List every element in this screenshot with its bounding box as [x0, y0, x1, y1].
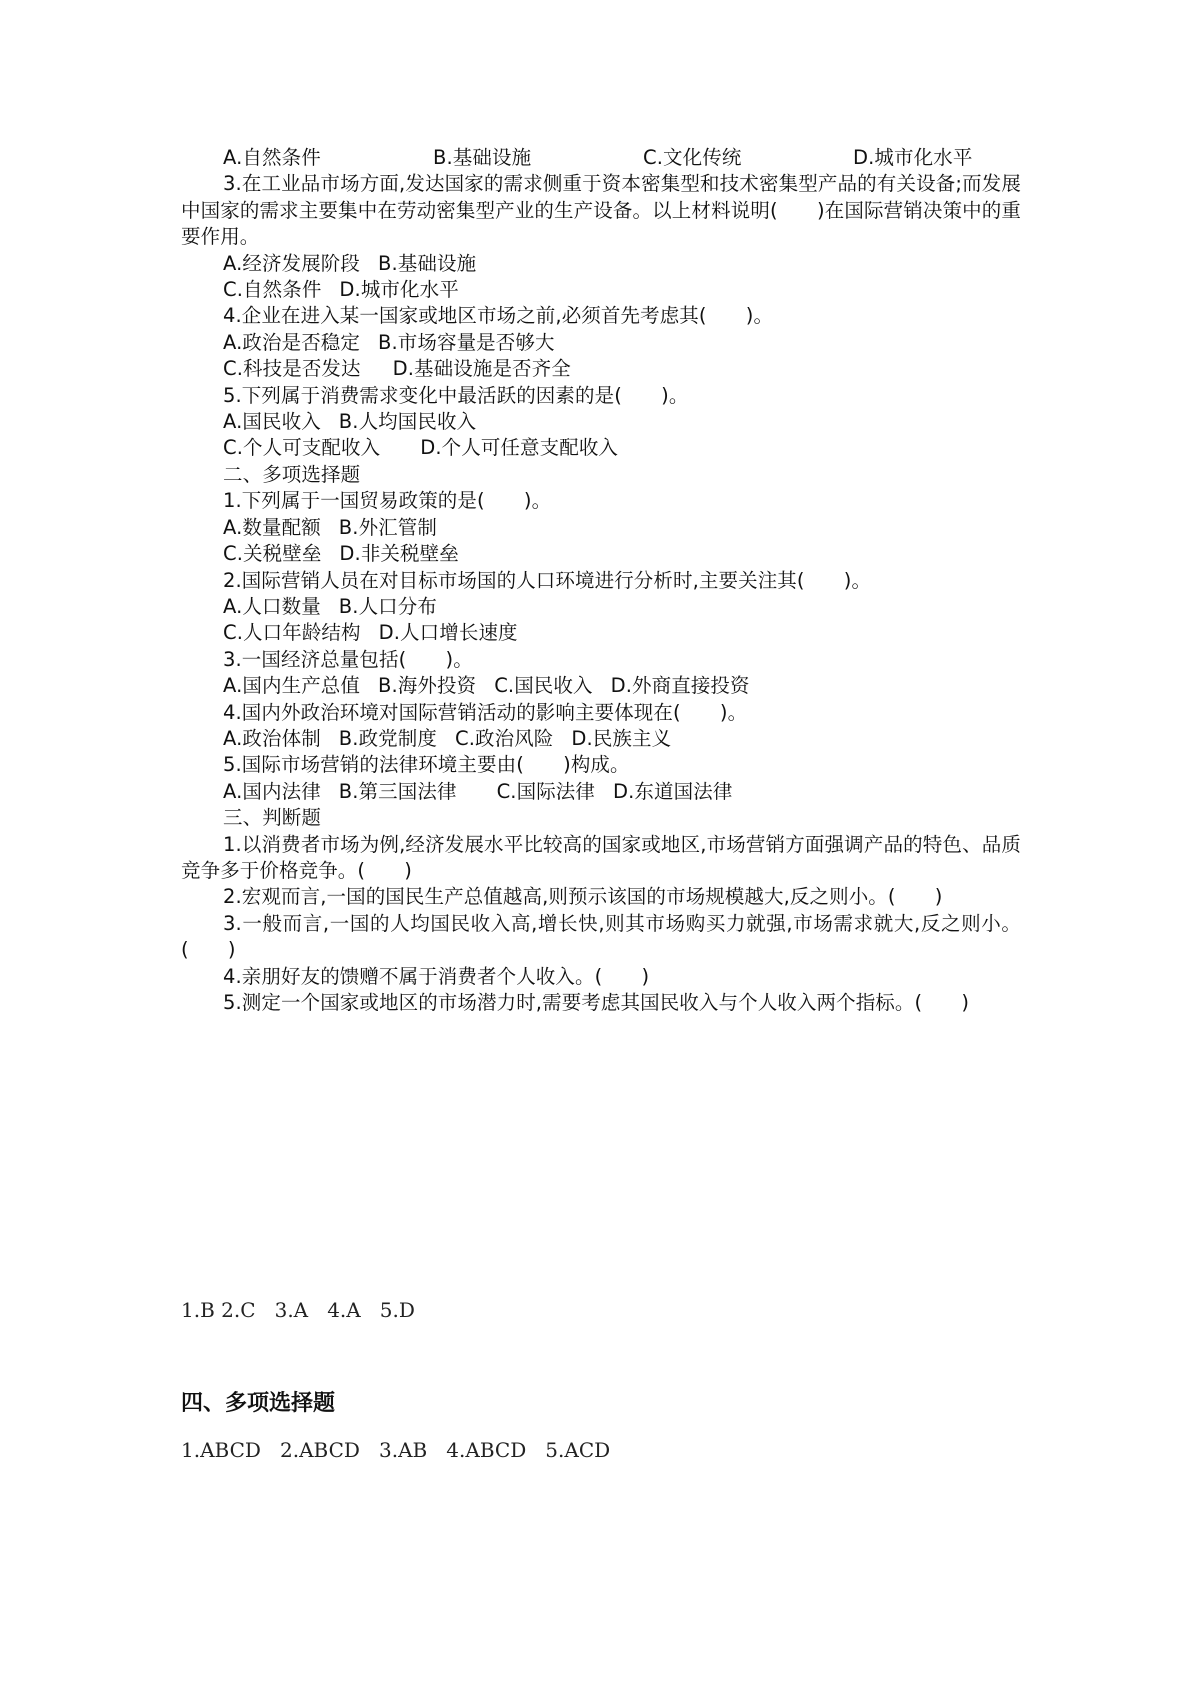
s2-q1-options-row2 [181, 541, 1021, 567]
option: C.政治风险 [454, 726, 554, 750]
q3-text: 3.在工业品市场方面,发达国家的需求侧重于资本密集型和技术密集型产品的有关设备;而发展中国家的需求主要集中在劳动密集型产业的生产设备。以上材料说明( )在国际营销决策中的重要作用。 [181, 172, 1021, 249]
option: C.关税壁垒 [223, 542, 322, 566]
s3-q4-text: 4.亲朋好友的馈赠不属于消费者个人收入。( ) [223, 964, 650, 988]
answers-multiple-choice: 1.ABCD 2.ABCD 3.AB 4.ABCD 5.ACD [181, 1438, 611, 1462]
option: D.人口增长速度 [378, 621, 518, 645]
option: C.个人可支配收入 [223, 436, 381, 460]
option: A.国内生产总值 [223, 674, 360, 698]
option: C.国民收入 [494, 674, 593, 698]
s2-q5-text: 5.国际市场营销的法律环境主要由( )构成。 [223, 753, 630, 777]
s3-q2-text: 2.宏观而言,一国的国民生产总值越高,则预示该国的市场规模越大,反之则小。( ) [223, 885, 943, 909]
option: A.政治体制 [223, 726, 321, 750]
option: B.第三国法律 [338, 779, 457, 803]
q3-options-row1 [181, 251, 1021, 277]
option: B.政党制度 [338, 726, 437, 750]
section3-title: 三、判断题 [223, 806, 322, 830]
s2-q4-text: 4.国内外政治环境对国际营销活动的影响主要体现在( )。 [223, 700, 748, 724]
s2-q5-options [181, 779, 1021, 805]
q5-text: 5.下列属于消费需求变化中最活跃的因素的是( )。 [223, 383, 689, 407]
question-content [181, 145, 1021, 1016]
s3-q1-text: 1.以消费者市场为例,经济发展水平比较高的国家或地区,市场营销方面强调产品的特色、品质竞争多于价格竞争。( ) [181, 832, 1021, 882]
s2-q3-text: 3.一国经济总量包括( )。 [223, 647, 473, 671]
q3-options-row2 [181, 277, 1021, 303]
option: D.城市化水平 [853, 146, 973, 169]
option: A.国内法律 [223, 779, 321, 803]
option: D.非关税壁垒 [339, 542, 459, 566]
option: B.基础设施 [433, 146, 532, 169]
option: A.人口数量 [223, 594, 321, 618]
q5-options-row1 [181, 409, 1021, 435]
option: B.人均国民收入 [338, 410, 477, 434]
option: C.国际法律 [496, 779, 595, 803]
q2-options [181, 145, 1021, 171]
option: B.市场容量是否够大 [378, 330, 555, 354]
option: B.外汇管制 [338, 515, 437, 539]
s2-q1-text: 1.下列属于一国贸易政策的是( )。 [223, 489, 552, 513]
option: D.东道国法律 [613, 779, 733, 803]
q4-options-row2 [181, 356, 1021, 382]
option: A.经济发展阶段 [223, 251, 360, 275]
s2-q2-options-row2 [181, 620, 1021, 646]
option: C.文化传统 [643, 146, 742, 169]
section2-title: 二、多项选择题 [223, 462, 361, 486]
s3-q5-text: 5.测定一个国家或地区的市场潜力时,需要考虑其国民收入与个人收入两个指标。( ) [223, 991, 970, 1014]
s2-q2-text: 2.国际营销人员在对目标市场国的人口环境进行分析时,主要关注其( )。 [223, 568, 872, 592]
option: A.国民收入 [223, 410, 321, 434]
option: C.科技是否发达 [223, 357, 361, 381]
option: A.政治是否稳定 [223, 330, 360, 354]
option: B.人口分布 [338, 594, 437, 618]
option: A.自然条件 [223, 146, 321, 169]
s2-q2-options-row1 [181, 594, 1021, 620]
section4-title: 四、多项选择题 [181, 1391, 336, 1416]
option: D.外商直接投资 [610, 674, 750, 698]
s2-q3-options [181, 673, 1021, 699]
s3-q3-text: 3.一般而言,一国的人均国民收入高,增长快,则其市场购买力就强,市场需求就大,反之则小。( ) [181, 911, 1021, 962]
option: D.个人可任意支配收入 [420, 436, 619, 460]
option: D.基础设施是否齐全 [392, 357, 571, 381]
s2-q4-options [181, 726, 1021, 752]
option: C.自然条件 [223, 278, 322, 302]
q5-options-row2 [181, 435, 1021, 461]
q4-text: 4.企业在进入某一国家或地区市场之前,必须首先考虑其( )。 [223, 304, 774, 328]
option: B.海外投资 [378, 674, 477, 698]
option: D.城市化水平 [339, 278, 459, 302]
option: C.人口年龄结构 [223, 621, 361, 645]
option: A.数量配额 [223, 515, 321, 539]
answers-single-choice: 1.B 2.C 3.A 4.A 5.D [181, 1298, 415, 1322]
q4-options-row1 [181, 330, 1021, 356]
option: D.民族主义 [571, 726, 672, 750]
option: B.基础设施 [378, 251, 477, 275]
s2-q1-options-row1 [181, 515, 1021, 541]
